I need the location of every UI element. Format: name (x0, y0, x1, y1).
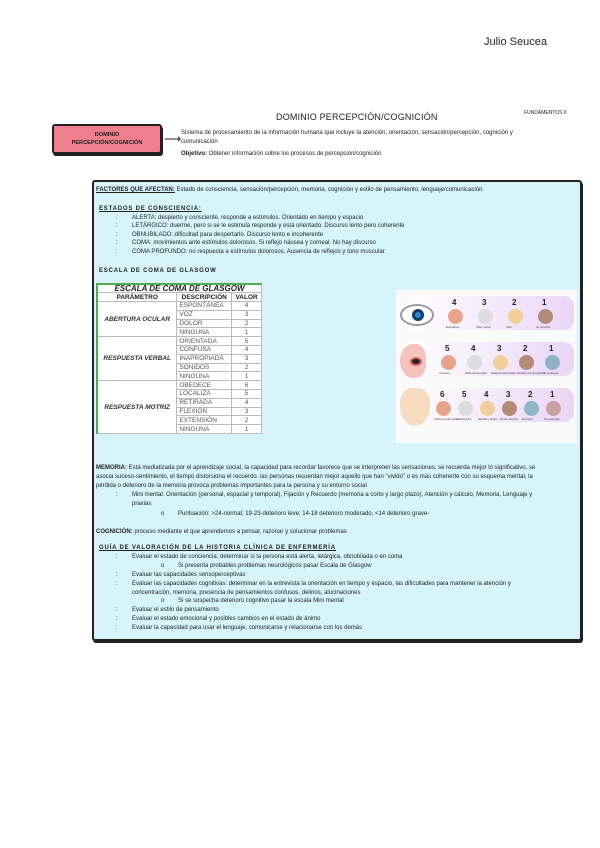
table-row (97, 381, 262, 390)
response-caption: Localiza dolor (456, 418, 472, 421)
description-cell: ORIENTADA (177, 337, 232, 346)
description-cell: OBEDECE (177, 381, 232, 390)
hand-response-photo (546, 401, 561, 416)
response-caption: Obedece orden verbal (434, 418, 459, 421)
mini-mental: Mini mental: Orientación (personal, espacial y temporal), Fijación y Recuerdo (memoria a corto y largo plazo), Atención y cálculo, Memoria, Lenguaje y (132, 492, 533, 498)
value-cell: 3 (232, 407, 262, 416)
mouth-response-photo (519, 355, 534, 370)
glasgow-title: ESCALA DE COMA DE GLASGOW (97, 284, 262, 293)
description-cell: CONFUSA (177, 346, 232, 355)
value-cell: 4 (232, 302, 262, 311)
mouth-response-photo (467, 355, 482, 370)
hand-response-photo (524, 401, 539, 416)
response-caption: Orden verbal (476, 326, 491, 329)
response-caption: Palabras inapropiadas (491, 372, 516, 375)
value-cell: 1 (232, 328, 262, 337)
guia-item-cont: concentración, memoria, presencia de pensamientos confusos, delirios, alucinaciones (132, 590, 361, 596)
eye-response-photo (478, 309, 493, 324)
value-cell: 4 (232, 398, 262, 407)
memoria-line (96, 464, 535, 472)
factores-label: FACTORES QUE AFECTAN: (96, 187, 175, 193)
bullet: : (116, 232, 118, 238)
mouth-response-photo (545, 355, 560, 370)
bullet: : (116, 492, 118, 498)
response-caption: No responde (536, 326, 551, 329)
factores-line (96, 186, 482, 194)
factores-text: Estado de consciencia, sensación/percepción, memoria, cognición y estilo de pensamiento, lenguaje/comunicación (174, 187, 483, 193)
score-number: 3 (482, 298, 487, 307)
eye-icon (400, 304, 434, 326)
response-caption: Retirada y flexión (478, 418, 498, 421)
cognicion-line (96, 528, 347, 536)
description-cell: VOZ (177, 310, 232, 319)
sub-bullet: o (161, 563, 165, 569)
intro-objective (181, 150, 381, 158)
domain-box (52, 124, 162, 154)
description-cell: ESPONTÁNEA (177, 302, 232, 311)
col-header: DESCRIPCIÓN (177, 293, 232, 302)
mouth-response-photo (441, 355, 456, 370)
description-cell: NINGUNA (177, 425, 232, 434)
response-caption: Conversa (439, 372, 450, 375)
value-cell: 2 (232, 363, 262, 372)
description-cell: NINGUNA (177, 328, 232, 337)
guia-item: Evaluar las capacidades sensoperceptivas (132, 572, 246, 578)
response-caption: Sonidos incomprensibles (517, 372, 545, 375)
description-cell: EXTENSIÓN (177, 416, 232, 425)
score-number: 1 (549, 344, 554, 353)
hand-response-photo (480, 401, 495, 416)
arrow-right-icon: ⟶ (164, 132, 182, 146)
response-caption: Flexión anormal (500, 418, 518, 421)
escala-heading: ESCALA DE COMA DE GLASGOW (99, 268, 217, 274)
value-cell: 5 (232, 390, 262, 399)
guia-item: Evaluar el estado emocional y posibles cambios en el estado de ánimo (132, 616, 321, 622)
col-header: PARÁMETRO (97, 293, 177, 302)
guia-heading: GUÍA DE VALORACIÓN DE LA HISTORIA CLÍNICA DE ENFERMERÍA (99, 545, 336, 551)
estado-item: COMA: movimientos ante estímulos dolorosos. Si reflejo náusea y corneal. No hay discurso (132, 240, 376, 246)
score-number: 5 (462, 390, 467, 399)
param-cell: RESPUESTA MOTRIZ (97, 381, 177, 434)
table-row (97, 337, 262, 346)
value-cell: 2 (232, 416, 262, 425)
mouth-icon (400, 344, 426, 378)
eye-response-photo (448, 309, 463, 324)
hand-response-photo (502, 401, 517, 416)
guia-item: Evaluar el estado de conciencia: determinar si la persona está alerta, letárgica, obnubilada o en coma (132, 554, 403, 560)
description-cell: INAPROPIADA (177, 354, 232, 363)
bullet: : (116, 554, 118, 560)
bullet: : (116, 240, 118, 246)
memoria-text-2: asocia suceso-sentimiento, el tiempo distorsiona el recuerdo. las personas recuerdan mejor aquello que han "vivido" o es más coherente con su esquema mental, la (96, 474, 533, 480)
objective-label: Objetivo: (181, 151, 208, 157)
objective-text: Obtener información sobre los procesos de percepción/cognición (207, 151, 382, 157)
hand-response-photo (458, 401, 473, 416)
value-cell: 3 (232, 354, 262, 363)
response-caption: Extensión (522, 418, 533, 421)
puntuacion: Puntuación: >24-normal; 19-23-deterioro leve; 14-18 deterioro moderado, <14 deterioro grave- (178, 511, 430, 517)
value-cell: 1 (232, 425, 262, 434)
score-number: 2 (523, 344, 528, 353)
eye-response-photo (508, 309, 523, 324)
hand-response-photo (436, 401, 451, 416)
score-number: 1 (550, 390, 555, 399)
domain-line2: PERCEPCIÓN/COGNICIÓN (71, 140, 143, 146)
guia-item: Evaluar las capacidades cognitivas: determinar en la entrevista la orientación en tiempo y espacio, las dificultades para mantener la atención y (132, 581, 511, 587)
score-number: 2 (512, 298, 517, 307)
value-cell: 6 (232, 381, 262, 390)
hand-icon (400, 388, 430, 426)
glasgow-illustration (396, 290, 577, 443)
estado-item: ALERTA: despierto y consciente, responde a estímulos. Orientado en tiempo y espacio (132, 215, 364, 221)
guia-subitem: Si se sospecha deterioro cognitivo pasar la escala Mini mental (178, 598, 344, 604)
guia-item: Evaluar la capacidad para usar el lenguaje, comunicarse y relacionarse con los demás (132, 625, 363, 631)
bullet: : (116, 581, 118, 587)
value-cell: 5 (232, 337, 262, 346)
intro-desc: Sistema de procesamiento de la información humana que incluye la atención, orientación, sensación/percepción, cognición y (181, 130, 513, 136)
glasgow-table (96, 283, 262, 434)
col-header: VALOR (232, 293, 262, 302)
estados-heading: ESTADOS DE CONSCIENCIA: (99, 206, 202, 212)
estado-item: OBNUBILADO: dificultad para despertarlo. Discurso lento e incoherente (132, 232, 324, 238)
sub-bullet: o (161, 598, 165, 604)
memoria-label: MEMORIA: (96, 465, 127, 471)
description-cell: NINGUNA (177, 372, 232, 381)
description-cell: LOCALIZA (177, 390, 232, 399)
response-caption: Dolor (506, 326, 512, 329)
score-number: 4 (471, 344, 476, 353)
param-cell: RESPUESTA VERBAL (97, 337, 177, 381)
description-cell: SONIDOS (177, 363, 232, 372)
description-cell: DOLOR (177, 319, 232, 328)
cognicion-text: proceso mediante el que aprendemos a pensar, razonar y solucionar problemas (132, 529, 347, 535)
description-cell: FLEXIÓN (177, 407, 232, 416)
bullet: : (116, 215, 118, 221)
eye-response-photo (538, 309, 553, 324)
bullet: : (116, 572, 118, 578)
memoria-text-3: pérdida o deterioro de la memoria provoca problemas importantes para la persona y su entorno social (96, 483, 367, 489)
mini-mental-2: praxias (132, 501, 152, 507)
param-cell: ABERTURA OCULAR (97, 302, 177, 337)
guia-item: Evaluar el estilo de pensamiento (132, 607, 219, 613)
score-number: 1 (542, 298, 547, 307)
response-caption: Sin respuesta (543, 372, 559, 375)
value-cell: 3 (232, 310, 262, 319)
score-number: 3 (506, 390, 511, 399)
estado-item: COMA PROFUNDO: no respuesta a estímulos dolorosos. Ausencia de reflejos y tono muscular (132, 249, 385, 255)
cognicion-label: COGNICIÓN: (96, 529, 133, 535)
memoria-text: Está mediatizada por el aprendizaje social, la capacidad para recordar favorece que se interpreten las sensaciones, se recuerda mejor lo significativo, se (127, 465, 536, 471)
response-caption: Espontánea (446, 326, 460, 329)
course-label: FUNDAMENTOS II (524, 110, 567, 116)
bullet: : (116, 249, 118, 255)
estado-item: LETÁRGICO: duerme, pero si se le estimula responde y está orientado. Discurso lento pero coherente (132, 223, 405, 229)
mouth-response-photo (493, 355, 508, 370)
page-title: DOMINIO PERCEPCIÓN/COGNICIÓN (276, 112, 438, 122)
table-row (97, 302, 262, 311)
score-number: 6 (440, 390, 445, 399)
score-number: 2 (528, 390, 533, 399)
score-number: 5 (445, 344, 450, 353)
response-caption: Sin respuesta (544, 418, 560, 421)
value-cell: 1 (232, 372, 262, 381)
intro-desc-2: comunicación (181, 139, 218, 145)
author-name: Julio Seucea (484, 36, 547, 48)
response-caption: Habla desorientado (465, 372, 487, 375)
bullet: : (116, 223, 118, 229)
bullet: : (116, 607, 118, 613)
score-number: 4 (484, 390, 489, 399)
domain-line1: DOMINIO (94, 132, 120, 138)
score-number: 3 (497, 344, 502, 353)
score-number: 4 (452, 298, 457, 307)
value-cell: 4 (232, 346, 262, 355)
description-cell: RETIRADA (177, 398, 232, 407)
bullet: : (116, 625, 118, 631)
bullet: : (116, 616, 118, 622)
value-cell: 2 (232, 319, 262, 328)
guia-subitem: Si presenta probables problemas neurológicos pasar Escala de Glasgow (178, 563, 372, 569)
sub-bullet: o (161, 511, 165, 517)
